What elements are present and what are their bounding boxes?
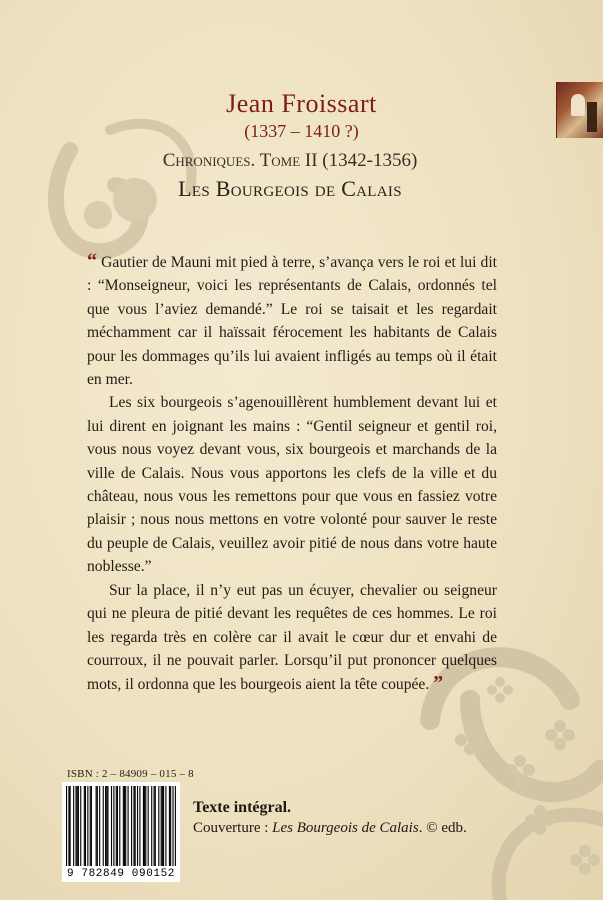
paragraph-text: Gautier de Mauni mit pied à terre, s’avança vers le roi et lui dit : “Monseigneur, voici les représentants de Calais, ordonnés tel que vous l’aviez demandé.” Le roi se taisait et les regardait méchamment car il haïssait férocement les habitants de Calais pour les dommages qu’ils lui avaient infligés au temps où il était en mer. xyxy=(87,254,497,389)
barcode-bar xyxy=(78,786,79,866)
barcode-bar xyxy=(124,786,125,866)
barcode-bar xyxy=(143,786,144,866)
barcode-bar xyxy=(66,786,67,866)
paragraph-text: Les six bourgeois s’agenouillèrent humblement devant lui et lui dirent en joignant les mains : “Gentil seigneur et gentil roi, vous nous voyez devant vous, six bourgeois et marchands de la ville de Calais. Nous vous apportons les clefs de la ville et du château, nous vous les remettons pour que vous en fassiez votre plaisir ; nous nous mettons en votre volonté pour sauver le reste du peuple de Calais, veuillez avoir pitié de nous dans votre haute noblesse.” xyxy=(87,394,497,576)
author-dates: (1337 – 1410 ?) xyxy=(244,121,359,141)
open-quote-mark: “ xyxy=(87,250,97,272)
cover-credit xyxy=(193,820,467,837)
barcode xyxy=(62,782,180,882)
barcode-bar xyxy=(119,786,120,866)
barcode-bar xyxy=(68,786,69,866)
barcode-bars-icon xyxy=(62,782,180,868)
barcode-bar xyxy=(158,786,159,866)
barcode-bar xyxy=(107,786,108,866)
barcode-bar xyxy=(131,786,132,866)
barcode-bar xyxy=(73,786,74,866)
barcode-bar xyxy=(139,786,140,866)
cover-credit-title: Les Bourgeois de Calais xyxy=(272,820,419,836)
barcode-bar xyxy=(175,786,176,866)
barcode-bar xyxy=(144,786,145,866)
barcode-bar xyxy=(116,786,117,866)
barcode-bar xyxy=(113,786,114,866)
barcode-bar xyxy=(70,786,71,866)
barcode-bar xyxy=(91,786,92,866)
book-title: Les Bourgeois de Calais xyxy=(178,176,402,201)
excerpt-paragraph xyxy=(87,250,497,391)
paragraph-text: Sur la place, il n’y eut pas un écuyer, chevalier ou seigneur qui ne pleura de pitié devant les requêtes de ces hommes. Le roi les regarda très en colère car il avait le cœur dur et envahi de courroux, il ne pouvait parler. Lorsqu’il put prononcer quelques mots, il ordonna que les bourgeois aient la tête coupée. xyxy=(87,581,497,694)
barcode-bar xyxy=(125,786,126,866)
cover-credit-publisher: . © edb. xyxy=(418,820,467,836)
barcode-bar xyxy=(80,786,81,866)
barcode-bar xyxy=(155,786,156,866)
barcode-bar xyxy=(106,786,107,866)
barcode-bar xyxy=(151,786,152,866)
barcode-bar xyxy=(123,786,124,866)
barcode-bar xyxy=(96,786,97,866)
barcode-bar xyxy=(161,786,162,866)
cover-credit-label: Couverture : xyxy=(193,820,273,836)
barcode-bar xyxy=(148,786,149,866)
barcode-bar xyxy=(84,786,85,866)
barcode-bar xyxy=(117,786,118,866)
barcode-bar xyxy=(165,786,166,866)
barcode-bar xyxy=(128,786,129,866)
barcode-bar xyxy=(170,786,171,866)
barcode-bar xyxy=(135,786,136,866)
barcode-bar xyxy=(105,786,106,866)
barcode-bar xyxy=(90,786,91,866)
excerpt-paragraph xyxy=(87,579,497,697)
author-name: Jean Froissart xyxy=(226,89,377,118)
barcode-bar xyxy=(77,786,78,866)
barcode-bar xyxy=(85,786,86,866)
isbn-label: ISBN : 2 – 84909 – 015 – 8 xyxy=(67,768,194,780)
series-title: Chroniques. Tome II (1342-1356) xyxy=(162,150,418,171)
close-quote-mark: ” xyxy=(433,672,444,695)
excerpt-text xyxy=(87,250,497,697)
barcode-bar xyxy=(97,786,98,866)
barcode-bar xyxy=(103,786,104,866)
barcode-number: 9 782849 090152 xyxy=(62,868,180,880)
excerpt-paragraph xyxy=(87,391,497,578)
barcode-bar xyxy=(137,786,138,866)
barcode-bar xyxy=(154,786,155,866)
barcode-bar xyxy=(111,786,112,866)
barcode-bar xyxy=(145,786,146,866)
barcode-bar xyxy=(162,786,163,866)
texte-integral-label: Texte intégral. xyxy=(193,799,292,816)
barcode-bar xyxy=(163,786,164,866)
barcode-bar xyxy=(75,786,76,866)
barcode-bar xyxy=(87,786,88,866)
barcode-bar xyxy=(169,786,170,866)
barcode-bar xyxy=(133,786,134,866)
barcode-bar xyxy=(99,786,100,866)
barcode-bar xyxy=(172,786,173,866)
